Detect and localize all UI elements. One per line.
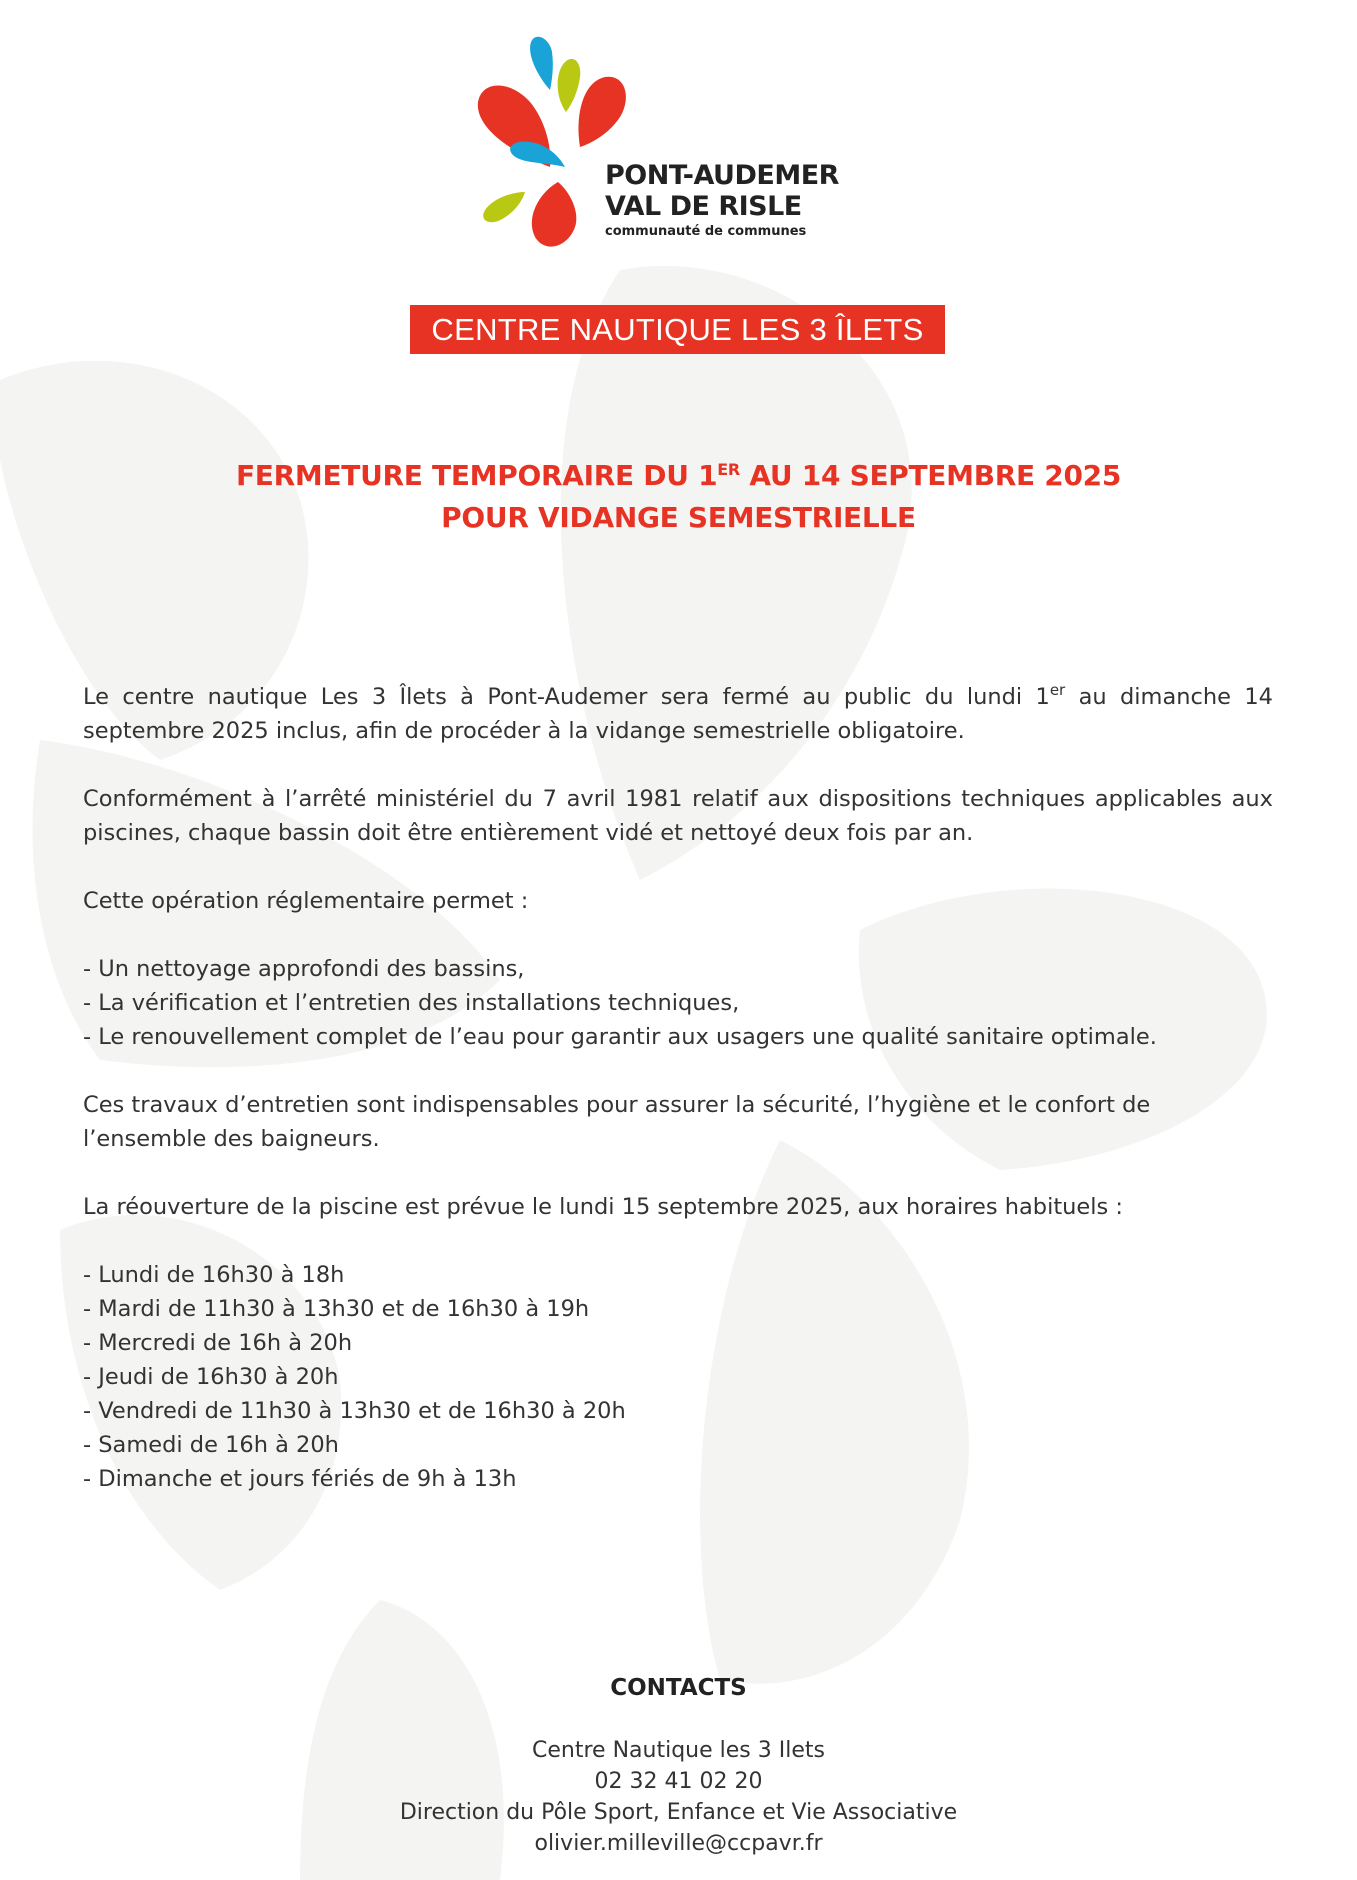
headline-ordinal: ER: [717, 460, 740, 479]
paragraph-closure-start: Le centre nautique Les 3 Îlets à Pont-Audemer sera fermé au public du lundi 1: [83, 684, 1050, 710]
closure-headline: [0, 455, 1357, 539]
schedule-list: [83, 1258, 1273, 1496]
contact-facility-name: Centre Nautique les 3 Ilets: [532, 1738, 825, 1763]
facility-banner-text: CENTRE NAUTIQUE LES 3 ÎLETS: [431, 311, 924, 347]
brand-name-line1: PONT-AUDEMER: [605, 160, 839, 191]
schedule-item: - Jeudi de 16h30 à 20h: [83, 1364, 339, 1390]
paragraph-closure-end: au dimanche 14 septembre 2025 inclus, afin de procéder à la vidange semestrielle obligatoire.: [83, 684, 1273, 744]
schedule-item: - Mardi de 11h30 à 13h30 et de 16h30 à 19h: [83, 1296, 590, 1322]
contact-department: Direction du Pôle Sport, Enfance et Vie Associative: [399, 1800, 958, 1825]
schedule-item: - Dimanche et jours fériés de 9h à 13h: [83, 1466, 517, 1492]
announcement-body: [83, 680, 1273, 1530]
logo: [470, 32, 840, 252]
operation-list: [83, 952, 1273, 1054]
brand-name-line2: VAL DE RISLE: [605, 191, 802, 222]
facility-banner: [410, 305, 945, 354]
paragraph-regulation: Conformément à l’arrêté ministériel du 7 avril 1981 relatif aux dispositions techniques applicables aux piscines, chaque bassin doit être entièrement vidé et nettoyé deux fois par an.: [83, 786, 1273, 846]
paragraph-reopening: La réouverture de la piscine est prévue le lundi 15 septembre 2025, aux horaires habituels :: [83, 1194, 1123, 1220]
headline-line1: [0, 455, 1357, 497]
brand-tagline: communauté de communes: [605, 224, 807, 239]
headline-line2: POUR VIDANGE SEMESTRIELLE: [441, 501, 916, 534]
schedule-item: - Lundi de 16h30 à 18h: [83, 1262, 345, 1288]
list-item: - La vérification et l’entretien des installations techniques,: [83, 990, 740, 1016]
paragraph-closure: [83, 680, 1273, 748]
headline-line1-end: AU 14 SEPTEMBRE 2025: [739, 459, 1122, 492]
contacts-section: [0, 1675, 1357, 1859]
headline-line1-start: FERMETURE TEMPORAIRE DU 1: [235, 459, 718, 492]
paragraph-maintenance: Ces travaux d’entretien sont indispensables pour assurer la sécurité, l’hygiène et le confort de l’ensemble des baigneurs.: [83, 1092, 1151, 1152]
paragraph-closure-ordinal: er: [1049, 681, 1066, 699]
list-item: - Le renouvellement complet de l’eau pour garantir aux usagers une qualité sanitaire optimale.: [83, 1024, 1157, 1050]
schedule-item: - Vendredi de 11h30 à 13h30 et de 16h30 à 20h: [83, 1398, 626, 1424]
brand-wordmark: [605, 160, 845, 240]
contact-phone: 02 32 41 02 20: [594, 1769, 763, 1794]
contacts-title: CONTACTS: [610, 1675, 747, 1701]
list-item: - Un nettoyage approfondi des bassins,: [83, 956, 525, 982]
schedule-item: - Samedi de 16h à 20h: [83, 1432, 339, 1458]
contact-email[interactable]: olivier.milleville@ccpavr.fr: [534, 1831, 823, 1856]
paragraph-operation-intro: Cette opération réglementaire permet :: [83, 888, 529, 914]
schedule-item: - Mercredi de 16h à 20h: [83, 1330, 353, 1356]
